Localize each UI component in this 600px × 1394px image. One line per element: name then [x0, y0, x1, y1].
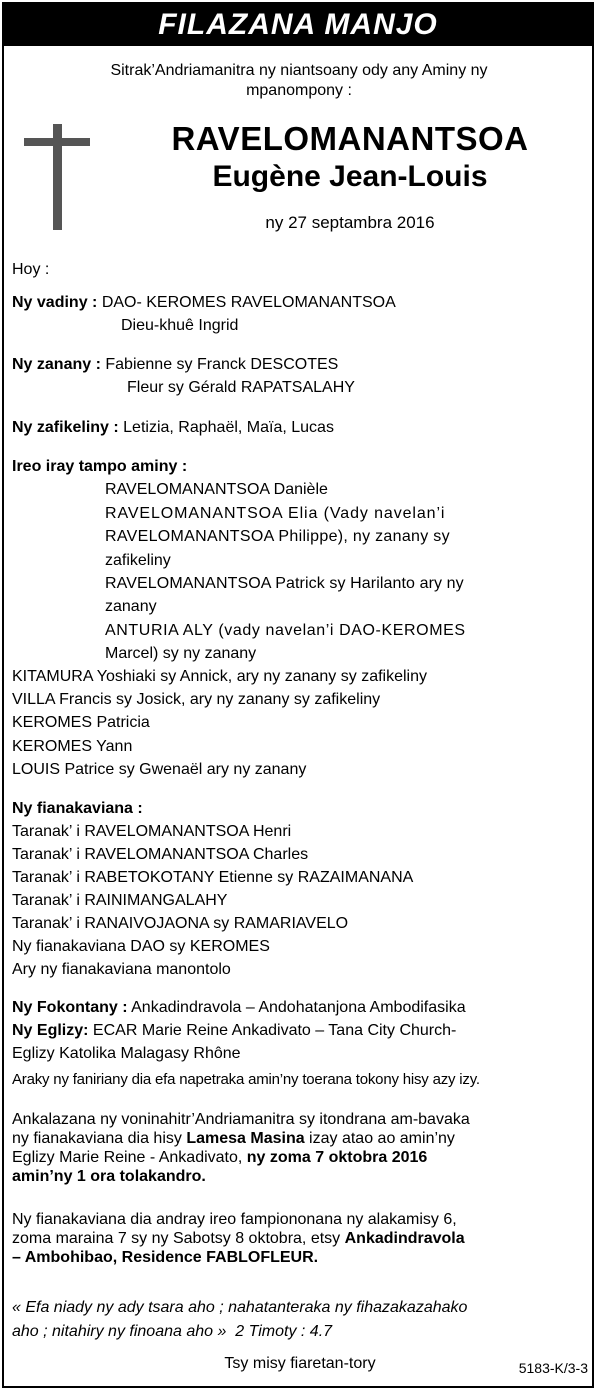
eglizy-row	[12, 1021, 456, 1041]
lamesa-masina: Lamesa Masina	[186, 1130, 305, 1147]
tampo-line: KITAMURA Yoshiaki sy Annick, ary ny zanany sy zafikeliny	[12, 668, 427, 685]
zanany-label: Ny zanany :	[12, 356, 101, 373]
tampo-line: zanany	[105, 598, 157, 615]
tampo-line: ANTURIA ALY (vady navelan’i DAO-KEROMES	[105, 622, 466, 639]
ankalazana-text: ny fianakaviana dia hisy	[12, 1130, 187, 1147]
fokontany-value: Ankadindravola – Andohatanjona Ambodifasika	[131, 999, 466, 1016]
zanany-name-2: Fleur sy Gérald RAPATSALAHY	[127, 379, 355, 396]
fampiononana-line-1: Ny fianakaviana dia andray ireo fampiononana ny alakamisy 6,	[12, 1211, 457, 1228]
location-ankadindravola: Ankadindravola	[344, 1230, 465, 1247]
fianakaviana-line: Ny fianakaviana DAO sy KEROMES	[12, 938, 270, 955]
deceased-given-names: Eugène Jean-Louis	[212, 160, 488, 193]
quote-line-2	[12, 1322, 332, 1342]
intro-text	[10, 61, 588, 101]
fianakaviana-line: Taranak’ i RAVELOMANANTSOA Charles	[12, 846, 309, 863]
intro-line-2: mpanompony :	[246, 82, 352, 99]
death-date: ny 27 septambra 2016	[265, 213, 435, 232]
fampiononana-line-2	[12, 1229, 465, 1249]
fokontany-row	[12, 998, 466, 1018]
no-flowers-note: Tsy misy fiaretan-tory	[224, 1355, 376, 1372]
tampo-line: RAVELOMANANTSOA Philippe), ny zanany sy	[105, 528, 450, 545]
quote-text: aho ; nitahiry ny finoana aho »	[12, 1323, 227, 1340]
zanany-row	[12, 355, 338, 375]
deceased-surname: RAVELOMANANTSOA	[171, 120, 529, 157]
vadiny-row	[12, 293, 396, 313]
fampiononana-line-3: – Ambohibao, Residence FABLOFLEUR.	[12, 1249, 319, 1266]
fianakaviana-line: Taranak’ i RAINIMANGALAHY	[12, 892, 228, 909]
vadiny-name-2: Dieu-khuê Ingrid	[121, 317, 239, 334]
tampo-line: RAVELOMANANTSOA Patrick sy Harilanto ary ny	[105, 575, 464, 592]
tampo-line: LOUIS Patrice sy Gwenaël ary ny zanany	[12, 761, 307, 778]
reference-code: 5183-K/3-3	[518, 1360, 588, 1376]
fampiononana-text: zoma maraina 7 sy ny Sabotsy 8 oktobra, etsy	[12, 1230, 345, 1247]
vadiny-label: Ny vadiny :	[12, 294, 98, 311]
tampo-line: RAVELOMANANTSOA Danièle	[105, 481, 328, 498]
fianakaviana-line: Taranak’ i RABETOKOTANY Etienne sy RAZAIMANANA	[12, 869, 414, 886]
eglizy-label: Ny Eglizy:	[12, 1022, 89, 1039]
fianakaviana-label: Ny fianakaviana :	[12, 800, 143, 817]
intro-line-1: Sitrak’Andriamanitra ny niantsoany ody any Aminy ny	[110, 62, 488, 79]
ankalazana-line-2	[12, 1129, 455, 1149]
ankalazana-line-3	[12, 1148, 427, 1168]
tampo-line: KEROMES Patricia	[12, 714, 150, 731]
tampo-line: VILLA Francis sy Josick, ary ny zanany sy zafikeliny	[12, 691, 381, 708]
fianakaviana-line: Taranak’ i RAVELOMANANTSOA Henri	[12, 823, 292, 840]
ankalazana-text: izay atao ao amin’ny	[304, 1130, 455, 1147]
araky-line: Araky ny faniriany dia efa napetraka amin’ny toerana tokony hisy azy izy.	[12, 1071, 480, 1088]
fianakaviana-line: Taranak’ i RANAIVOJAONA sy RAMARIAVELO	[12, 915, 349, 932]
fokontany-label: Ny Fokontany :	[12, 999, 128, 1016]
tampo-line: KEROMES Yann	[12, 738, 133, 755]
zafikeliny-names: Letizia, Raphaël, Maïa, Lucas	[123, 419, 334, 436]
zanany-name-1: Fabienne sy Franck DESCOTES	[105, 356, 339, 373]
ceremony-date: ny zoma 7 oktobra 2016	[246, 1149, 428, 1166]
ankalazana-line-1: Ankalazana ny voninahitr’Andriamanitra sy itondrana am-bavaka	[12, 1111, 470, 1128]
hoy-label: Hoy :	[12, 261, 50, 278]
cross-icon-horizontal	[24, 138, 90, 146]
tampo-line: Marcel) sy ny zanany	[105, 645, 257, 662]
zafikeliny-row	[12, 418, 334, 438]
fianakaviana-line: Ary ny fianakaviana manontolo	[12, 961, 231, 978]
vadiny-name-1: DAO- KEROMES RAVELOMANANTSOA	[101, 294, 396, 311]
zafikeliny-label: Ny zafikeliny :	[12, 419, 119, 436]
ankalazana-line-4: amin’ny 1 ora tolakandro.	[12, 1168, 206, 1185]
tampo-line: zafikeliny	[105, 552, 171, 569]
quote-line-1: « Efa niady ny ady tsara aho ; nahatanteraka ny fihazakazahako	[12, 1299, 468, 1316]
ankalazana-text: Eglizy Marie Reine - Ankadivato,	[12, 1149, 247, 1166]
eglizy-value-2: Eglizy Katolika Malagasy Rhône	[12, 1045, 241, 1062]
tampo-label: Ireo iray tampo aminy :	[12, 458, 188, 475]
tampo-line: RAVELOMANANTSOA Elia (Vady navelan’i	[105, 505, 446, 522]
quote-reference: 2 Timoty : 4.7	[235, 1323, 333, 1340]
eglizy-value-1: ECAR Marie Reine Ankadivato – Tana City Church-	[92, 1022, 457, 1039]
notice-banner: FILAZANA MANJO	[4, 4, 592, 46]
